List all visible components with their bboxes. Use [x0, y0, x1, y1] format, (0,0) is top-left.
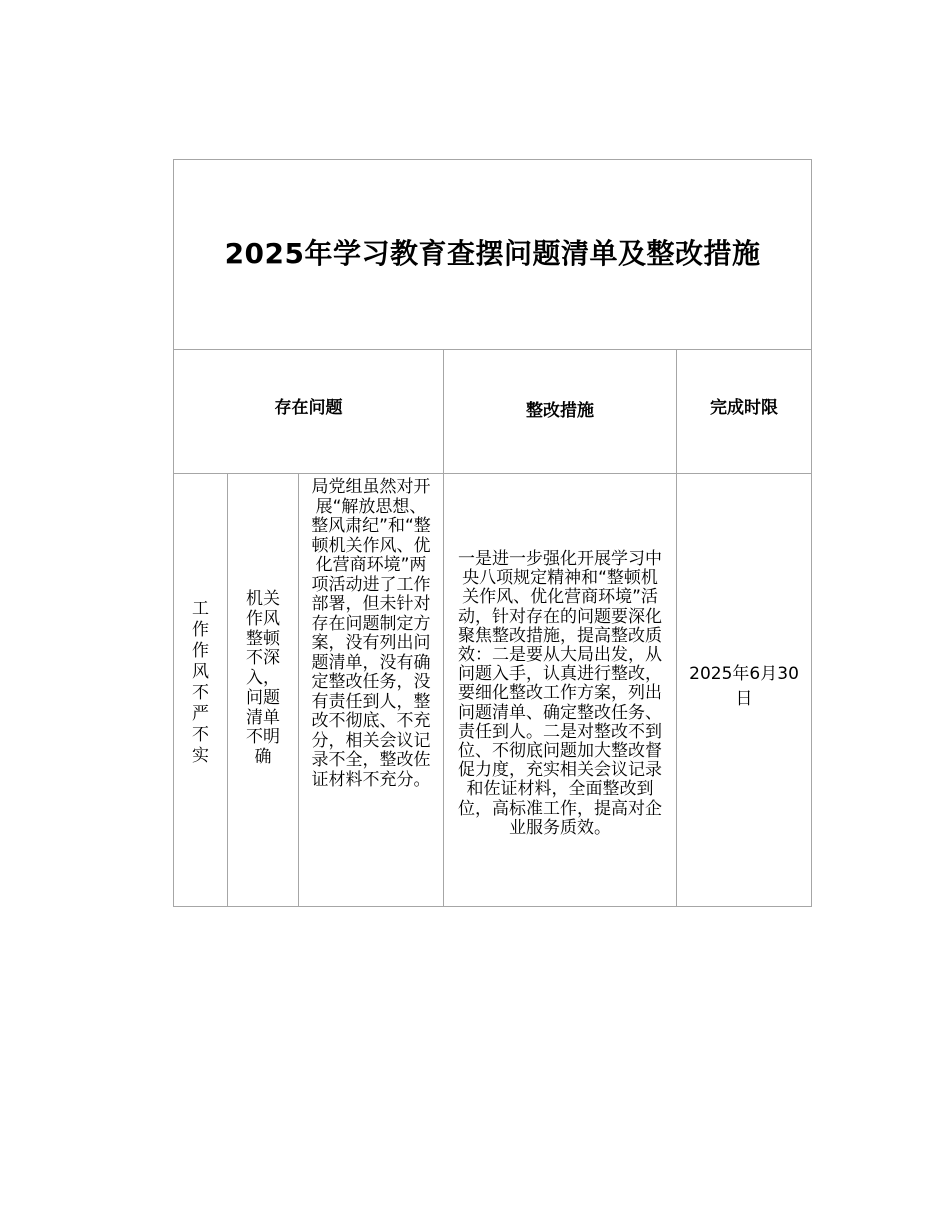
deadline-text: 2025年6月30日 [689, 664, 799, 709]
measure-text: 一是进一步强化开展学习中央八项规定精神和“整顿机关作风、优化营商环境”活动，针对存在的问题要深化聚焦整改措施，提高整改质效：二是要从大局出发，从问题入手，认真进行整改，要细化整改工作方案，列出问题清单、确定整改任务、责任到人。二是对整改不到位、不彻底问题加大整改督促力度，充实相关会议记录和佐证材料，全面整改到位，高标准工作，提高对企业服务质效。 [458, 548, 662, 838]
deadline-cell [677, 474, 812, 907]
title-cell [174, 160, 812, 350]
document-title: 2025年学习教育查摆问题清单及整改措施 [224, 236, 761, 270]
issue-detail-cell [299, 474, 444, 907]
issue-detail: 局党组虽然对开展“解放思想、整风肃纪”和“整顿机关作风、优化营商环境”两项活动进了工作部署，但未针对存在问题制定方案，没有列出问题清单，没有确定整改任务，没有责任到人，整改不彻底、不充分，相关会议记录不全，整改佐证材料不充分。 [311, 477, 431, 790]
header-issue: 存在问题 [274, 398, 343, 418]
header-deadline: 完成时限 [710, 398, 779, 418]
issue-subcategory-cell [228, 474, 299, 907]
header-measure: 整改措施 [526, 401, 594, 421]
rectification-table [173, 159, 812, 907]
issue-category-cell [174, 474, 228, 907]
header-measure-cell [444, 350, 677, 474]
header-deadline-cell [677, 350, 812, 474]
issue-category: 工作作风不严不实 [192, 599, 209, 766]
measure-cell [444, 474, 677, 907]
issue-subcategory: 机关作风整顿不深入，问题清单不明确 [246, 588, 280, 768]
header-issue-cell [174, 350, 444, 474]
table-row [174, 474, 812, 907]
